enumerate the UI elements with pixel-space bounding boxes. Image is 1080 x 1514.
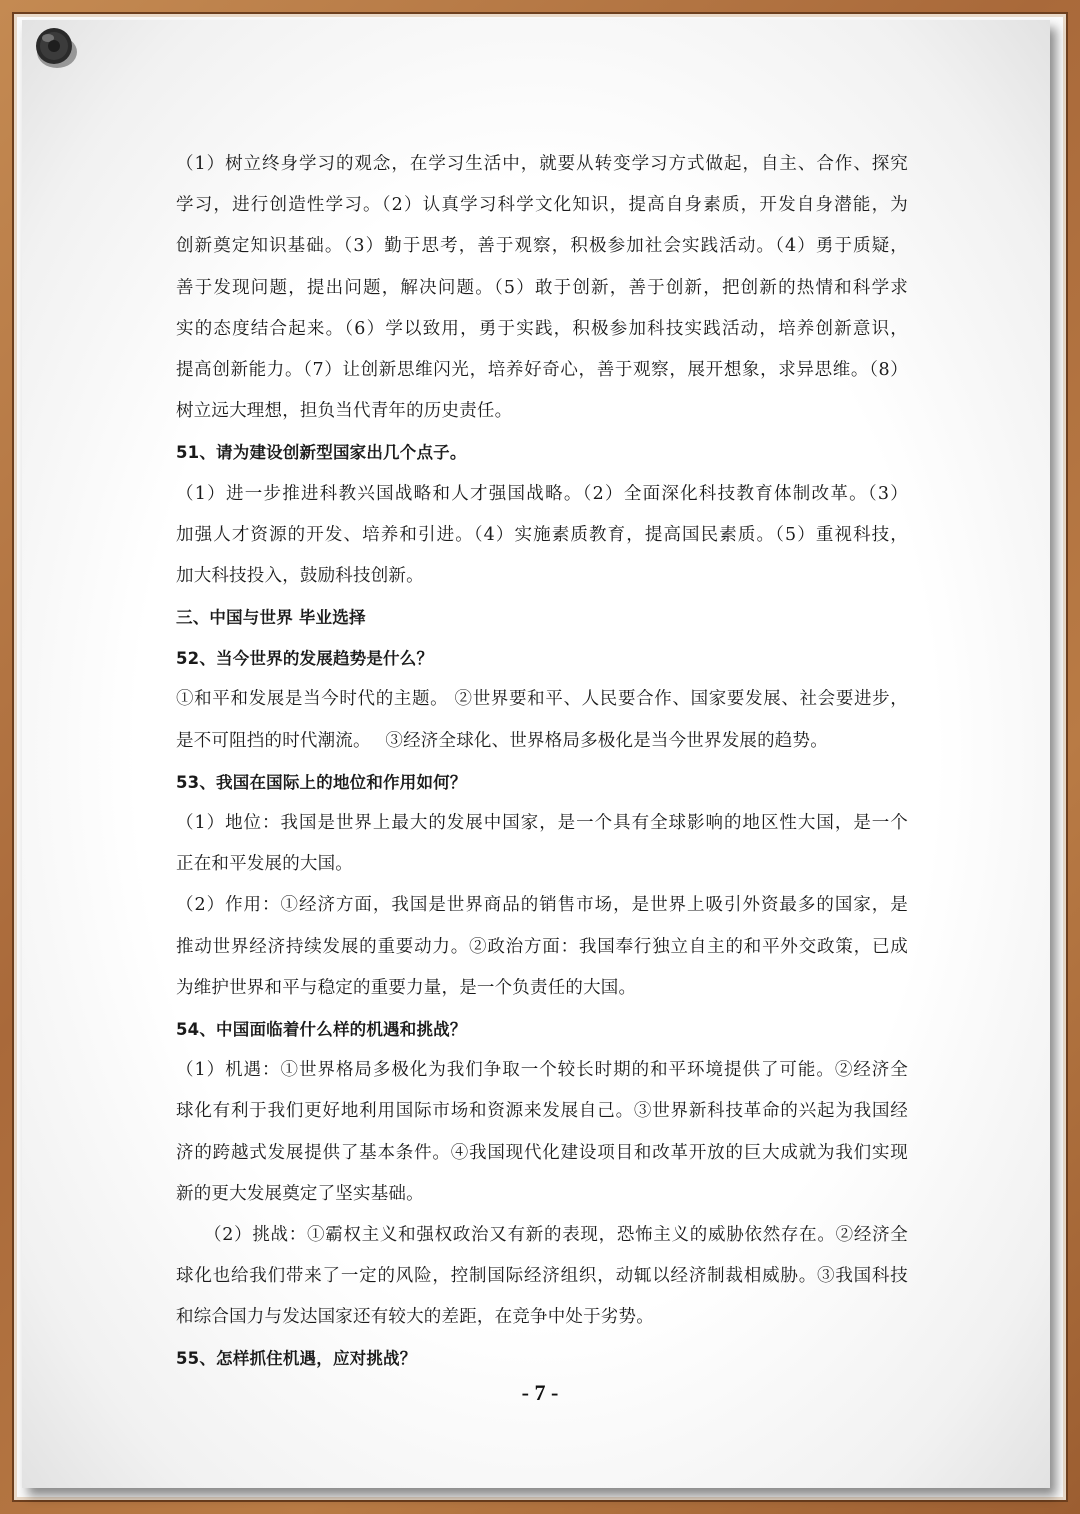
text-line: 学习，进行创造性学习。（2）认真学习科学文化知识，提高自身素质，开发自身潜能，为 xyxy=(176,195,908,216)
section-heading: 53、我国在国际上的地位和作用如何？ xyxy=(176,772,467,792)
document-body xyxy=(176,144,908,1380)
text-line: （2）作用：①经济方面，我国是世界商品的销售市场，是世界上吸引外资最多的国家，是 xyxy=(176,895,908,916)
text-line: 济的跨越式发展提供了基本条件。④我国现代化建设项目和改革开放的巨大成就为我们实现 xyxy=(176,1142,908,1163)
pushpin-icon xyxy=(30,22,80,72)
text-line: 实的态度结合起来。（6）学以致用，勇于实践，积极参加科技实践活动，培养创新意识， xyxy=(176,318,908,339)
text-line: （1）树立终身学习的观念，在学习生活中，就要从转变学习方式做起，自主、合作、探究 xyxy=(176,154,908,174)
section-heading: 三、中国与世界 毕业选择 xyxy=(176,608,366,628)
text-line: 是不可阻挡的时代潮流。 ③经济全球化、世界格局多极化是当今世界发展的趋势。 xyxy=(176,730,828,751)
section-heading: 55、怎样抓住机遇，应对挑战？ xyxy=(176,1349,417,1369)
text-line: （1）机遇：①世界格局多极化为我们争取一个较长时期的和平环境提供了可能。②经济全 xyxy=(176,1060,908,1081)
text-line: 加强人才资源的开发、培养和引进。（4）实施素质教育，提高国民素质。（5）重视科技， xyxy=(176,524,908,545)
text-line: 为维护世界和平与稳定的重要力量，是一个负责任的大国。 xyxy=(176,977,637,998)
text-line: 推动世界经济持续发展的重要动力。②政治方面：我国奉行独立自主的和平外交政策，已成 xyxy=(176,936,908,957)
text-line: 树立远大理想，担负当代青年的历史责任。 xyxy=(176,401,513,422)
text-line: 善于发现问题，提出问题，解决问题。（5）敢于创新，善于创新，把创新的热情和科学求 xyxy=(176,277,908,298)
section-heading: 54、中国面临着什么样的机遇和挑战？ xyxy=(176,1019,467,1039)
text-line: 新的更大发展奠定了坚实基础。 xyxy=(176,1183,424,1204)
text-line: （1）进一步推进科教兴国战略和人才强国战略。（2）全面深化科技教育体制改革。（3） xyxy=(176,483,908,504)
section-heading: 52、当今世界的发展趋势是什么？ xyxy=(176,649,434,669)
text-line: （2）挑战：①霸权主义和强权政治又有新的表现，恐怖主义的威胁依然存在。②经济全 xyxy=(204,1224,908,1245)
text-line: 创新奠定知识基础。（3）勤于思考，善于观察，积极参加社会实践活动。（4）勇于质疑， xyxy=(176,236,908,257)
text-line: 球化也给我们带来了一定的风险，控制国际经济组织，动辄以经济制裁相威胁。③我国科技 xyxy=(176,1266,908,1287)
page-number: - 7 - xyxy=(521,1380,559,1405)
text-line: 加大科技投入，鼓励科技创新。 xyxy=(176,565,424,586)
text-line: （1）地位：我国是世界上最大的发展中国家，是一个具有全球影响的地区性大国，是一个 xyxy=(176,813,908,833)
text-line: 正在和平发展的大国。 xyxy=(176,854,353,875)
text-line: 提高创新能力。（7）让创新思维闪光，培养好奇心，善于观察，展开想象，求异思维。（8） xyxy=(176,359,908,380)
text-line: 球化有利于我们更好地利用国际市场和资源来发展自己。③世界新科技革命的兴起为我国经 xyxy=(176,1101,908,1122)
text-line: ①和平和发展是当今时代的主题。 ②世界要和平、人民要合作、国家要发展、社会要进步， xyxy=(176,689,908,710)
section-heading: 51、请为建设创新型国家出几个点子。 xyxy=(176,443,467,463)
text-line: 和综合国力与发达国家还有较大的差距，在竞争中处于劣势。 xyxy=(176,1307,654,1328)
